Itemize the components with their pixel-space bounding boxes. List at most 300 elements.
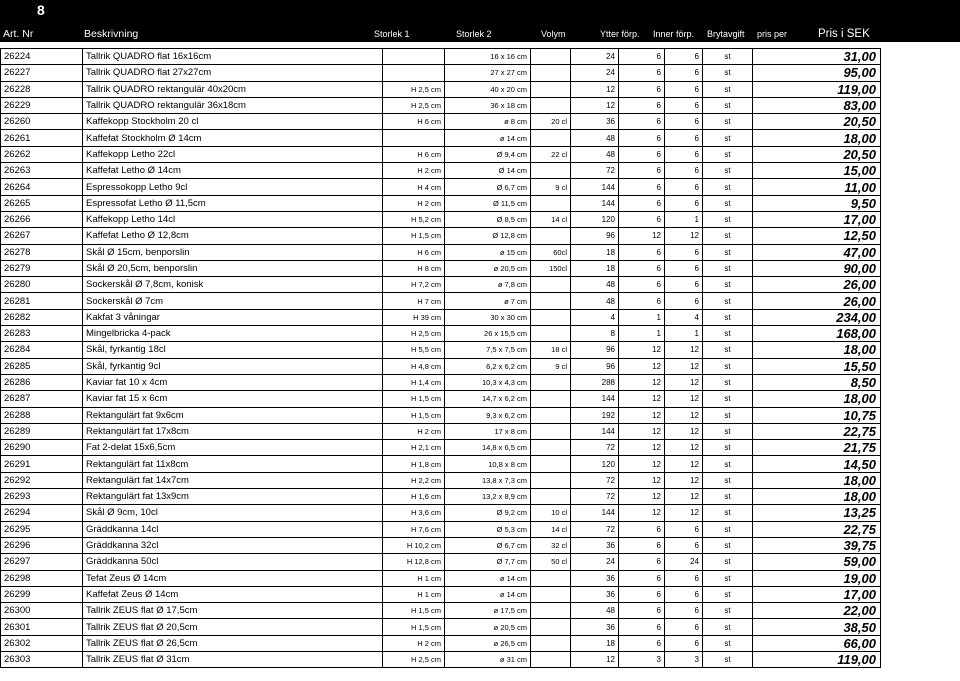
outer-pack-cell: 8 <box>571 326 619 342</box>
inner-pack-cell: 1 <box>619 326 665 342</box>
price-per-cell: st <box>703 326 753 342</box>
price-cell: 22,75 <box>753 521 881 537</box>
size1-cell: H 1,5 cm <box>383 407 445 423</box>
price-per-cell: st <box>703 374 753 390</box>
break-fee-cell: 24 <box>665 554 703 570</box>
break-fee-cell: 6 <box>665 521 703 537</box>
size2-cell: 7,5 x 7,5 cm <box>445 342 531 358</box>
size1-cell: H 1,5 cm <box>383 619 445 635</box>
volume-cell: 14 cl <box>531 211 571 227</box>
volume-cell: 22 cl <box>531 146 571 162</box>
outer-pack-cell: 120 <box>571 456 619 472</box>
art-nr-cell: 26227 <box>1 65 83 81</box>
price-per-cell: st <box>703 179 753 195</box>
inner-pack-cell: 12 <box>619 489 665 505</box>
size2-cell: 14,7 x 6,2 cm <box>445 391 531 407</box>
table-row <box>1 374 881 390</box>
col-header-outer-pack: Ytter förp. <box>600 29 640 39</box>
art-nr-cell: 26296 <box>1 537 83 553</box>
volume-cell <box>531 309 571 325</box>
outer-pack-cell: 36 <box>571 586 619 602</box>
size1-cell: H 8 cm <box>383 260 445 276</box>
price-per-cell: st <box>703 619 753 635</box>
size2-cell: 40 x 20 cm <box>445 81 531 97</box>
size2-cell: 6,2 x 6,2 cm <box>445 358 531 374</box>
price-cell: 66,00 <box>753 635 881 651</box>
size2-cell: ø 31 cm <box>445 651 531 667</box>
description-cell: Kaffekopp Stockholm 20 cl <box>83 114 383 130</box>
inner-pack-cell: 6 <box>619 195 665 211</box>
break-fee-cell: 6 <box>665 619 703 635</box>
inner-pack-cell: 6 <box>619 179 665 195</box>
outer-pack-cell: 72 <box>571 163 619 179</box>
price-per-cell: st <box>703 358 753 374</box>
break-fee-cell: 6 <box>665 635 703 651</box>
size1-cell: H 2 cm <box>383 195 445 211</box>
size1-cell: H 7,6 cm <box>383 521 445 537</box>
price-cell: 95,00 <box>753 65 881 81</box>
break-fee-cell: 6 <box>665 114 703 130</box>
table-row <box>1 81 881 97</box>
price-cell: 20,50 <box>753 146 881 162</box>
description-cell: Skål Ø 9cm, 10cl <box>83 505 383 521</box>
outer-pack-cell: 72 <box>571 489 619 505</box>
description-cell: Rektangulärt fat 17x8cm <box>83 423 383 439</box>
outer-pack-cell: 120 <box>571 211 619 227</box>
size2-cell: 17 x 8 cm <box>445 423 531 439</box>
table-row <box>1 228 881 244</box>
page-number: 8 <box>37 2 45 18</box>
size2-cell: Ø 12,8 cm <box>445 228 531 244</box>
inner-pack-cell: 6 <box>619 537 665 553</box>
inner-pack-cell: 12 <box>619 342 665 358</box>
break-fee-cell: 12 <box>665 472 703 488</box>
outer-pack-cell: 96 <box>571 358 619 374</box>
volume-cell <box>531 326 571 342</box>
price-per-cell: st <box>703 244 753 260</box>
art-nr-cell: 26299 <box>1 586 83 602</box>
price-cell: 19,00 <box>753 570 881 586</box>
col-header-volume: Volym <box>541 29 566 39</box>
break-fee-cell: 6 <box>665 81 703 97</box>
volume-cell <box>531 97 571 113</box>
size2-cell: 16 x 16 cm <box>445 49 531 65</box>
size2-cell: ø 14 cm <box>445 586 531 602</box>
size2-cell: Ø 8,5 cm <box>445 211 531 227</box>
art-nr-cell: 26264 <box>1 179 83 195</box>
price-cell: 119,00 <box>753 81 881 97</box>
volume-cell <box>531 603 571 619</box>
description-cell: Espressokopp Letho 9cl <box>83 179 383 195</box>
description-cell: Rektangulärt fat 9x6cm <box>83 407 383 423</box>
size1-cell: H 5,2 cm <box>383 211 445 227</box>
price-cell: 18,00 <box>753 391 881 407</box>
volume-cell: 14 cl <box>531 521 571 537</box>
description-cell: Gräddkanna 32cl <box>83 537 383 553</box>
col-header-price-per: pris per <box>757 29 788 39</box>
outer-pack-cell: 36 <box>571 570 619 586</box>
description-cell: Tallrik QUADRO rektangulär 40x20cm <box>83 81 383 97</box>
size1-cell: H 2,1 cm <box>383 440 445 456</box>
size2-cell: 27 x 27 cm <box>445 65 531 81</box>
break-fee-cell: 6 <box>665 97 703 113</box>
outer-pack-cell: 48 <box>571 603 619 619</box>
outer-pack-cell: 24 <box>571 65 619 81</box>
break-fee-cell: 6 <box>665 163 703 179</box>
volume-cell <box>531 456 571 472</box>
price-cell: 18,00 <box>753 342 881 358</box>
price-cell: 15,50 <box>753 358 881 374</box>
table-row <box>1 440 881 456</box>
outer-pack-cell: 288 <box>571 374 619 390</box>
outer-pack-cell: 144 <box>571 195 619 211</box>
size2-cell: ø 14 cm <box>445 130 531 146</box>
table-row <box>1 244 881 260</box>
size2-cell: Ø 14 cm <box>445 163 531 179</box>
table-row <box>1 603 881 619</box>
inner-pack-cell: 12 <box>619 374 665 390</box>
size1-cell: H 3,6 cm <box>383 505 445 521</box>
break-fee-cell: 12 <box>665 391 703 407</box>
volume-cell <box>531 635 571 651</box>
price-table <box>0 48 881 668</box>
price-cell: 59,00 <box>753 554 881 570</box>
volume-cell <box>531 293 571 309</box>
description-cell: Rektangulärt fat 11x8cm <box>83 456 383 472</box>
size1-cell: H 6 cm <box>383 244 445 260</box>
table-row <box>1 358 881 374</box>
art-nr-cell: 26228 <box>1 81 83 97</box>
outer-pack-cell: 4 <box>571 309 619 325</box>
description-cell: Skål, fyrkantig 18cl <box>83 342 383 358</box>
art-nr-cell: 26265 <box>1 195 83 211</box>
price-cell: 22,75 <box>753 423 881 439</box>
inner-pack-cell: 6 <box>619 211 665 227</box>
price-per-cell: st <box>703 81 753 97</box>
art-nr-cell: 26280 <box>1 277 83 293</box>
inner-pack-cell: 6 <box>619 619 665 635</box>
volume-cell <box>531 407 571 423</box>
price-cell: 11,00 <box>753 179 881 195</box>
volume-cell <box>531 440 571 456</box>
description-cell: Espressofat Letho Ø 11,5cm <box>83 195 383 211</box>
price-per-cell: st <box>703 489 753 505</box>
table-row <box>1 49 881 65</box>
art-nr-cell: 26293 <box>1 489 83 505</box>
volume-cell: 18 cl <box>531 342 571 358</box>
description-cell: Kaviar fat 10 x 4cm <box>83 374 383 390</box>
break-fee-cell: 6 <box>665 179 703 195</box>
table-row <box>1 260 881 276</box>
size1-cell: H 2,5 cm <box>383 326 445 342</box>
break-fee-cell: 6 <box>665 570 703 586</box>
volume-cell <box>531 570 571 586</box>
size2-cell: ø 14 cm <box>445 570 531 586</box>
price-cell: 31,00 <box>753 49 881 65</box>
break-fee-cell: 12 <box>665 228 703 244</box>
size1-cell: H 5,5 cm <box>383 342 445 358</box>
price-per-cell: st <box>703 505 753 521</box>
art-nr-cell: 26286 <box>1 374 83 390</box>
price-cell: 17,00 <box>753 586 881 602</box>
inner-pack-cell: 3 <box>619 651 665 667</box>
inner-pack-cell: 6 <box>619 114 665 130</box>
size2-cell: 26 x 15,5 cm <box>445 326 531 342</box>
price-cell: 38,50 <box>753 619 881 635</box>
inner-pack-cell: 6 <box>619 97 665 113</box>
size1-cell: H 2,5 cm <box>383 651 445 667</box>
volume-cell: 60cl <box>531 244 571 260</box>
outer-pack-cell: 48 <box>571 130 619 146</box>
table-row <box>1 456 881 472</box>
col-header-price: Pris i SEK <box>818 28 870 40</box>
price-per-cell: st <box>703 635 753 651</box>
outer-pack-cell: 48 <box>571 293 619 309</box>
inner-pack-cell: 6 <box>619 49 665 65</box>
outer-pack-cell: 144 <box>571 179 619 195</box>
size1-cell: H 10,2 cm <box>383 537 445 553</box>
size1-cell: H 4,8 cm <box>383 358 445 374</box>
inner-pack-cell: 12 <box>619 228 665 244</box>
art-nr-cell: 26303 <box>1 651 83 667</box>
art-nr-cell: 26290 <box>1 440 83 456</box>
price-per-cell: st <box>703 423 753 439</box>
price-per-cell: st <box>703 163 753 179</box>
size2-cell: Ø 9,4 cm <box>445 146 531 162</box>
break-fee-cell: 12 <box>665 440 703 456</box>
art-nr-cell: 26282 <box>1 309 83 325</box>
description-cell: Kaffefat Letho Ø 14cm <box>83 163 383 179</box>
table-row <box>1 293 881 309</box>
table-row <box>1 407 881 423</box>
inner-pack-cell: 6 <box>619 586 665 602</box>
outer-pack-cell: 12 <box>571 651 619 667</box>
volume-cell: 10 cl <box>531 505 571 521</box>
inner-pack-cell: 6 <box>619 554 665 570</box>
price-cell: 21,75 <box>753 440 881 456</box>
size2-cell: Ø 9,2 cm <box>445 505 531 521</box>
size2-cell: 13,2 x 8,9 cm <box>445 489 531 505</box>
size1-cell: H 12,8 cm <box>383 554 445 570</box>
size2-cell: 30 x 30 cm <box>445 309 531 325</box>
description-cell: Rektangulärt fat 14x7cm <box>83 472 383 488</box>
volume-cell <box>531 277 571 293</box>
outer-pack-cell: 192 <box>571 407 619 423</box>
size2-cell: ø 20,5 cm <box>445 260 531 276</box>
break-fee-cell: 6 <box>665 293 703 309</box>
table-row <box>1 537 881 553</box>
outer-pack-cell: 18 <box>571 635 619 651</box>
description-cell: Sockerskål Ø 7cm <box>83 293 383 309</box>
col-header-art-nr: Art. Nr <box>3 28 34 40</box>
description-cell: Tallrik QUADRO flat 27x27cm <box>83 65 383 81</box>
table-row <box>1 211 881 227</box>
art-nr-cell: 26298 <box>1 570 83 586</box>
table-row <box>1 586 881 602</box>
price-cell: 234,00 <box>753 309 881 325</box>
table-row <box>1 554 881 570</box>
size1-cell <box>383 49 445 65</box>
table-row <box>1 146 881 162</box>
size2-cell: 10,3 x 4,3 cm <box>445 374 531 390</box>
description-cell: Mingelbricka 4-pack <box>83 326 383 342</box>
size1-cell: H 6 cm <box>383 146 445 162</box>
volume-cell: 32 cl <box>531 537 571 553</box>
inner-pack-cell: 12 <box>619 391 665 407</box>
price-per-cell: st <box>703 293 753 309</box>
table-row <box>1 326 881 342</box>
price-per-cell: st <box>703 440 753 456</box>
inner-pack-cell: 6 <box>619 260 665 276</box>
volume-cell <box>531 228 571 244</box>
size1-cell: H 1,8 cm <box>383 456 445 472</box>
volume-cell <box>531 65 571 81</box>
art-nr-cell: 26262 <box>1 146 83 162</box>
price-per-cell: st <box>703 342 753 358</box>
volume-cell <box>531 130 571 146</box>
volume-cell <box>531 651 571 667</box>
art-nr-cell: 26288 <box>1 407 83 423</box>
outer-pack-cell: 12 <box>571 81 619 97</box>
table-row <box>1 195 881 211</box>
art-nr-cell: 26294 <box>1 505 83 521</box>
size2-cell: ø 8 cm <box>445 114 531 130</box>
break-fee-cell: 6 <box>665 130 703 146</box>
price-cell: 9,50 <box>753 195 881 211</box>
art-nr-cell: 26229 <box>1 97 83 113</box>
description-cell: Tallrik ZEUS flat Ø 31cm <box>83 651 383 667</box>
inner-pack-cell: 6 <box>619 603 665 619</box>
description-cell: Kaviar fat 15 x 6cm <box>83 391 383 407</box>
outer-pack-cell: 144 <box>571 505 619 521</box>
table-row <box>1 114 881 130</box>
price-cell: 119,00 <box>753 651 881 667</box>
description-cell: Tallrik ZEUS flat Ø 26,5cm <box>83 635 383 651</box>
break-fee-cell: 12 <box>665 489 703 505</box>
break-fee-cell: 6 <box>665 195 703 211</box>
inner-pack-cell: 12 <box>619 358 665 374</box>
description-cell: Tallrik QUADRO rektangulär 36x18cm <box>83 97 383 113</box>
price-cell: 10,75 <box>753 407 881 423</box>
price-cell: 90,00 <box>753 260 881 276</box>
inner-pack-cell: 6 <box>619 81 665 97</box>
size1-cell: H 2 cm <box>383 635 445 651</box>
description-cell: Kaffefat Letho Ø 12,8cm <box>83 228 383 244</box>
volume-cell <box>531 195 571 211</box>
break-fee-cell: 12 <box>665 456 703 472</box>
table-row <box>1 472 881 488</box>
col-header-size1: Storlek 1 <box>374 29 410 39</box>
description-cell: Kaffekopp Letho 22cl <box>83 146 383 162</box>
break-fee-cell: 1 <box>665 326 703 342</box>
size1-cell: H 2 cm <box>383 163 445 179</box>
col-header-break-fee: Brytavgift <box>707 29 745 39</box>
price-cell: 18,00 <box>753 489 881 505</box>
inner-pack-cell: 6 <box>619 277 665 293</box>
size1-cell: H 2,5 cm <box>383 81 445 97</box>
table-row <box>1 277 881 293</box>
price-cell: 20,50 <box>753 114 881 130</box>
size2-cell: Ø 7,7 cm <box>445 554 531 570</box>
table-row <box>1 391 881 407</box>
table-row <box>1 651 881 667</box>
outer-pack-cell: 24 <box>571 49 619 65</box>
volume-cell: 50 cl <box>531 554 571 570</box>
art-nr-cell: 26278 <box>1 244 83 260</box>
break-fee-cell: 12 <box>665 342 703 358</box>
price-per-cell: st <box>703 570 753 586</box>
price-per-cell: st <box>703 472 753 488</box>
size1-cell <box>383 65 445 81</box>
price-cell: 12,50 <box>753 228 881 244</box>
price-cell: 8,50 <box>753 374 881 390</box>
size1-cell: H 1,5 cm <box>383 391 445 407</box>
outer-pack-cell: 144 <box>571 423 619 439</box>
outer-pack-cell: 48 <box>571 146 619 162</box>
inner-pack-cell: 12 <box>619 505 665 521</box>
size2-cell: Ø 6,7 cm <box>445 179 531 195</box>
outer-pack-cell: 96 <box>571 342 619 358</box>
volume-cell <box>531 163 571 179</box>
size1-cell: H 4 cm <box>383 179 445 195</box>
size1-cell: H 6 cm <box>383 114 445 130</box>
price-cell: 17,00 <box>753 211 881 227</box>
size2-cell: 14,8 x 6,5 cm <box>445 440 531 456</box>
break-fee-cell: 6 <box>665 277 703 293</box>
price-per-cell: st <box>703 97 753 113</box>
size1-cell: H 1 cm <box>383 586 445 602</box>
volume-cell <box>531 374 571 390</box>
price-per-cell: st <box>703 521 753 537</box>
table-row <box>1 97 881 113</box>
table-row <box>1 179 881 195</box>
outer-pack-cell: 48 <box>571 277 619 293</box>
price-per-cell: st <box>703 49 753 65</box>
size2-cell: ø 26,5 cm <box>445 635 531 651</box>
size2-cell: 10,8 x 8 cm <box>445 456 531 472</box>
table-row <box>1 521 881 537</box>
description-cell: Skål Ø 20,5cm, benporslin <box>83 260 383 276</box>
price-per-cell: st <box>703 391 753 407</box>
inner-pack-cell: 12 <box>619 456 665 472</box>
volume-cell: 9 cl <box>531 179 571 195</box>
size2-cell: 36 x 18 cm <box>445 97 531 113</box>
table-row <box>1 635 881 651</box>
art-nr-cell: 26302 <box>1 635 83 651</box>
art-nr-cell: 26287 <box>1 391 83 407</box>
size1-cell: H 1,5 cm <box>383 603 445 619</box>
break-fee-cell: 3 <box>665 651 703 667</box>
table-row <box>1 65 881 81</box>
art-nr-cell: 26292 <box>1 472 83 488</box>
table-row <box>1 342 881 358</box>
outer-pack-cell: 12 <box>571 97 619 113</box>
description-cell: Tallrik ZEUS flat Ø 17,5cm <box>83 603 383 619</box>
price-cell: 22,00 <box>753 603 881 619</box>
art-nr-cell: 26284 <box>1 342 83 358</box>
size2-cell: 13,8 x 7,3 cm <box>445 472 531 488</box>
break-fee-cell: 12 <box>665 505 703 521</box>
price-cell: 39,75 <box>753 537 881 553</box>
outer-pack-cell: 18 <box>571 244 619 260</box>
inner-pack-cell: 6 <box>619 146 665 162</box>
break-fee-cell: 6 <box>665 260 703 276</box>
price-per-cell: st <box>703 586 753 602</box>
price-per-cell: st <box>703 651 753 667</box>
break-fee-cell: 6 <box>665 537 703 553</box>
size2-cell: ø 15 cm <box>445 244 531 260</box>
art-nr-cell: 26283 <box>1 326 83 342</box>
